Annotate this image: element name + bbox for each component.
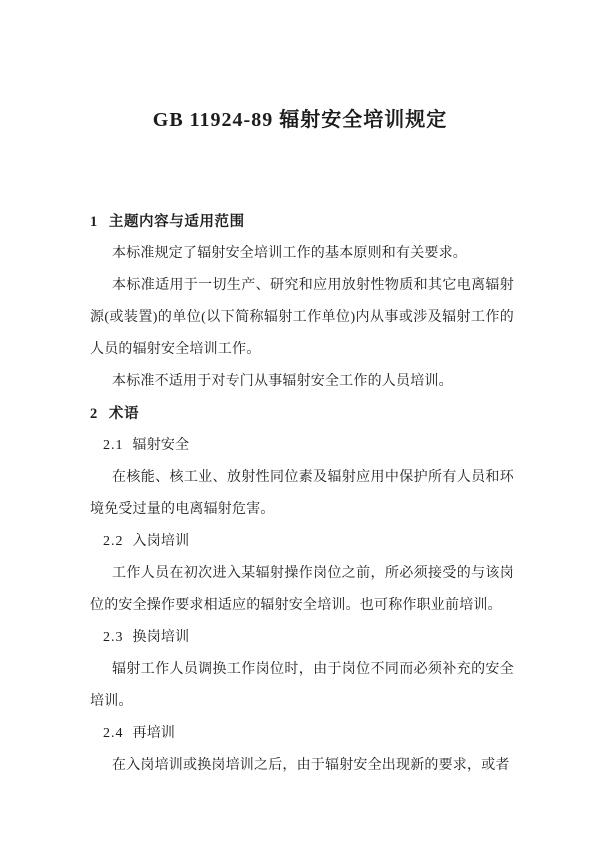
paragraph: 在核能、核工业、放射性同位素及辐射应用中保护所有人员和环境免受过量的电离辐射危害。 <box>90 470 514 517</box>
subsection-heading-2-3 <box>90 622 514 654</box>
paragraph: 本标准不适用于对专门从事辐射安全工作的人员培训。 <box>112 374 453 389</box>
paragraph: 本标准规定了辐射安全培训工作的基本原则和有关要求。 <box>112 246 467 261</box>
paragraph: 本标准适用于一切生产、研究和应用放射性物质和其它电离辐射源(或装置)的单位(以下简称辐射工作单位)内从事或涉及辐射工作的人员的辐射安全培训工作。 <box>90 278 514 357</box>
paragraph: 辐射工作人员调换工作岗位时，由于岗位不同而必须补充的安全培训。 <box>90 662 514 709</box>
document-body <box>0 206 600 782</box>
subsection-heading-2-4 <box>90 718 514 750</box>
section-heading-2 <box>90 398 514 430</box>
subsection-title: 换岗培训 <box>132 630 190 645</box>
subsection-heading-2-2 <box>90 526 514 558</box>
subsection-number: 2.2 <box>103 534 124 549</box>
subsection-title: 辐射安全 <box>132 438 190 453</box>
section-number: 1 <box>90 214 98 230</box>
section-title: 术语 <box>108 406 140 422</box>
subsection-number: 2.1 <box>103 438 124 453</box>
section-number: 2 <box>90 406 98 422</box>
subsection-number: 2.4 <box>103 726 124 741</box>
subsection-heading-2-1 <box>90 430 514 462</box>
section-heading-1 <box>90 206 514 238</box>
paragraph: 在入岗培训或换岗培训之后，由于辐射安全出现新的要求，或者 <box>112 758 510 773</box>
subsection-title: 入岗培训 <box>132 534 190 549</box>
document-title: GB 11924-89 辐射安全培训规定 <box>152 109 448 131</box>
paragraph: 工作人员在初次进入某辐射操作岗位之前，所必须接受的与该岗位的安全操作要求相适应的辐射安全培训。也可称作职业前培训。 <box>90 566 514 613</box>
subsection-number: 2.3 <box>103 630 124 645</box>
section-title: 主题内容与适用范围 <box>108 214 245 230</box>
subsection-title: 再培训 <box>132 726 176 741</box>
